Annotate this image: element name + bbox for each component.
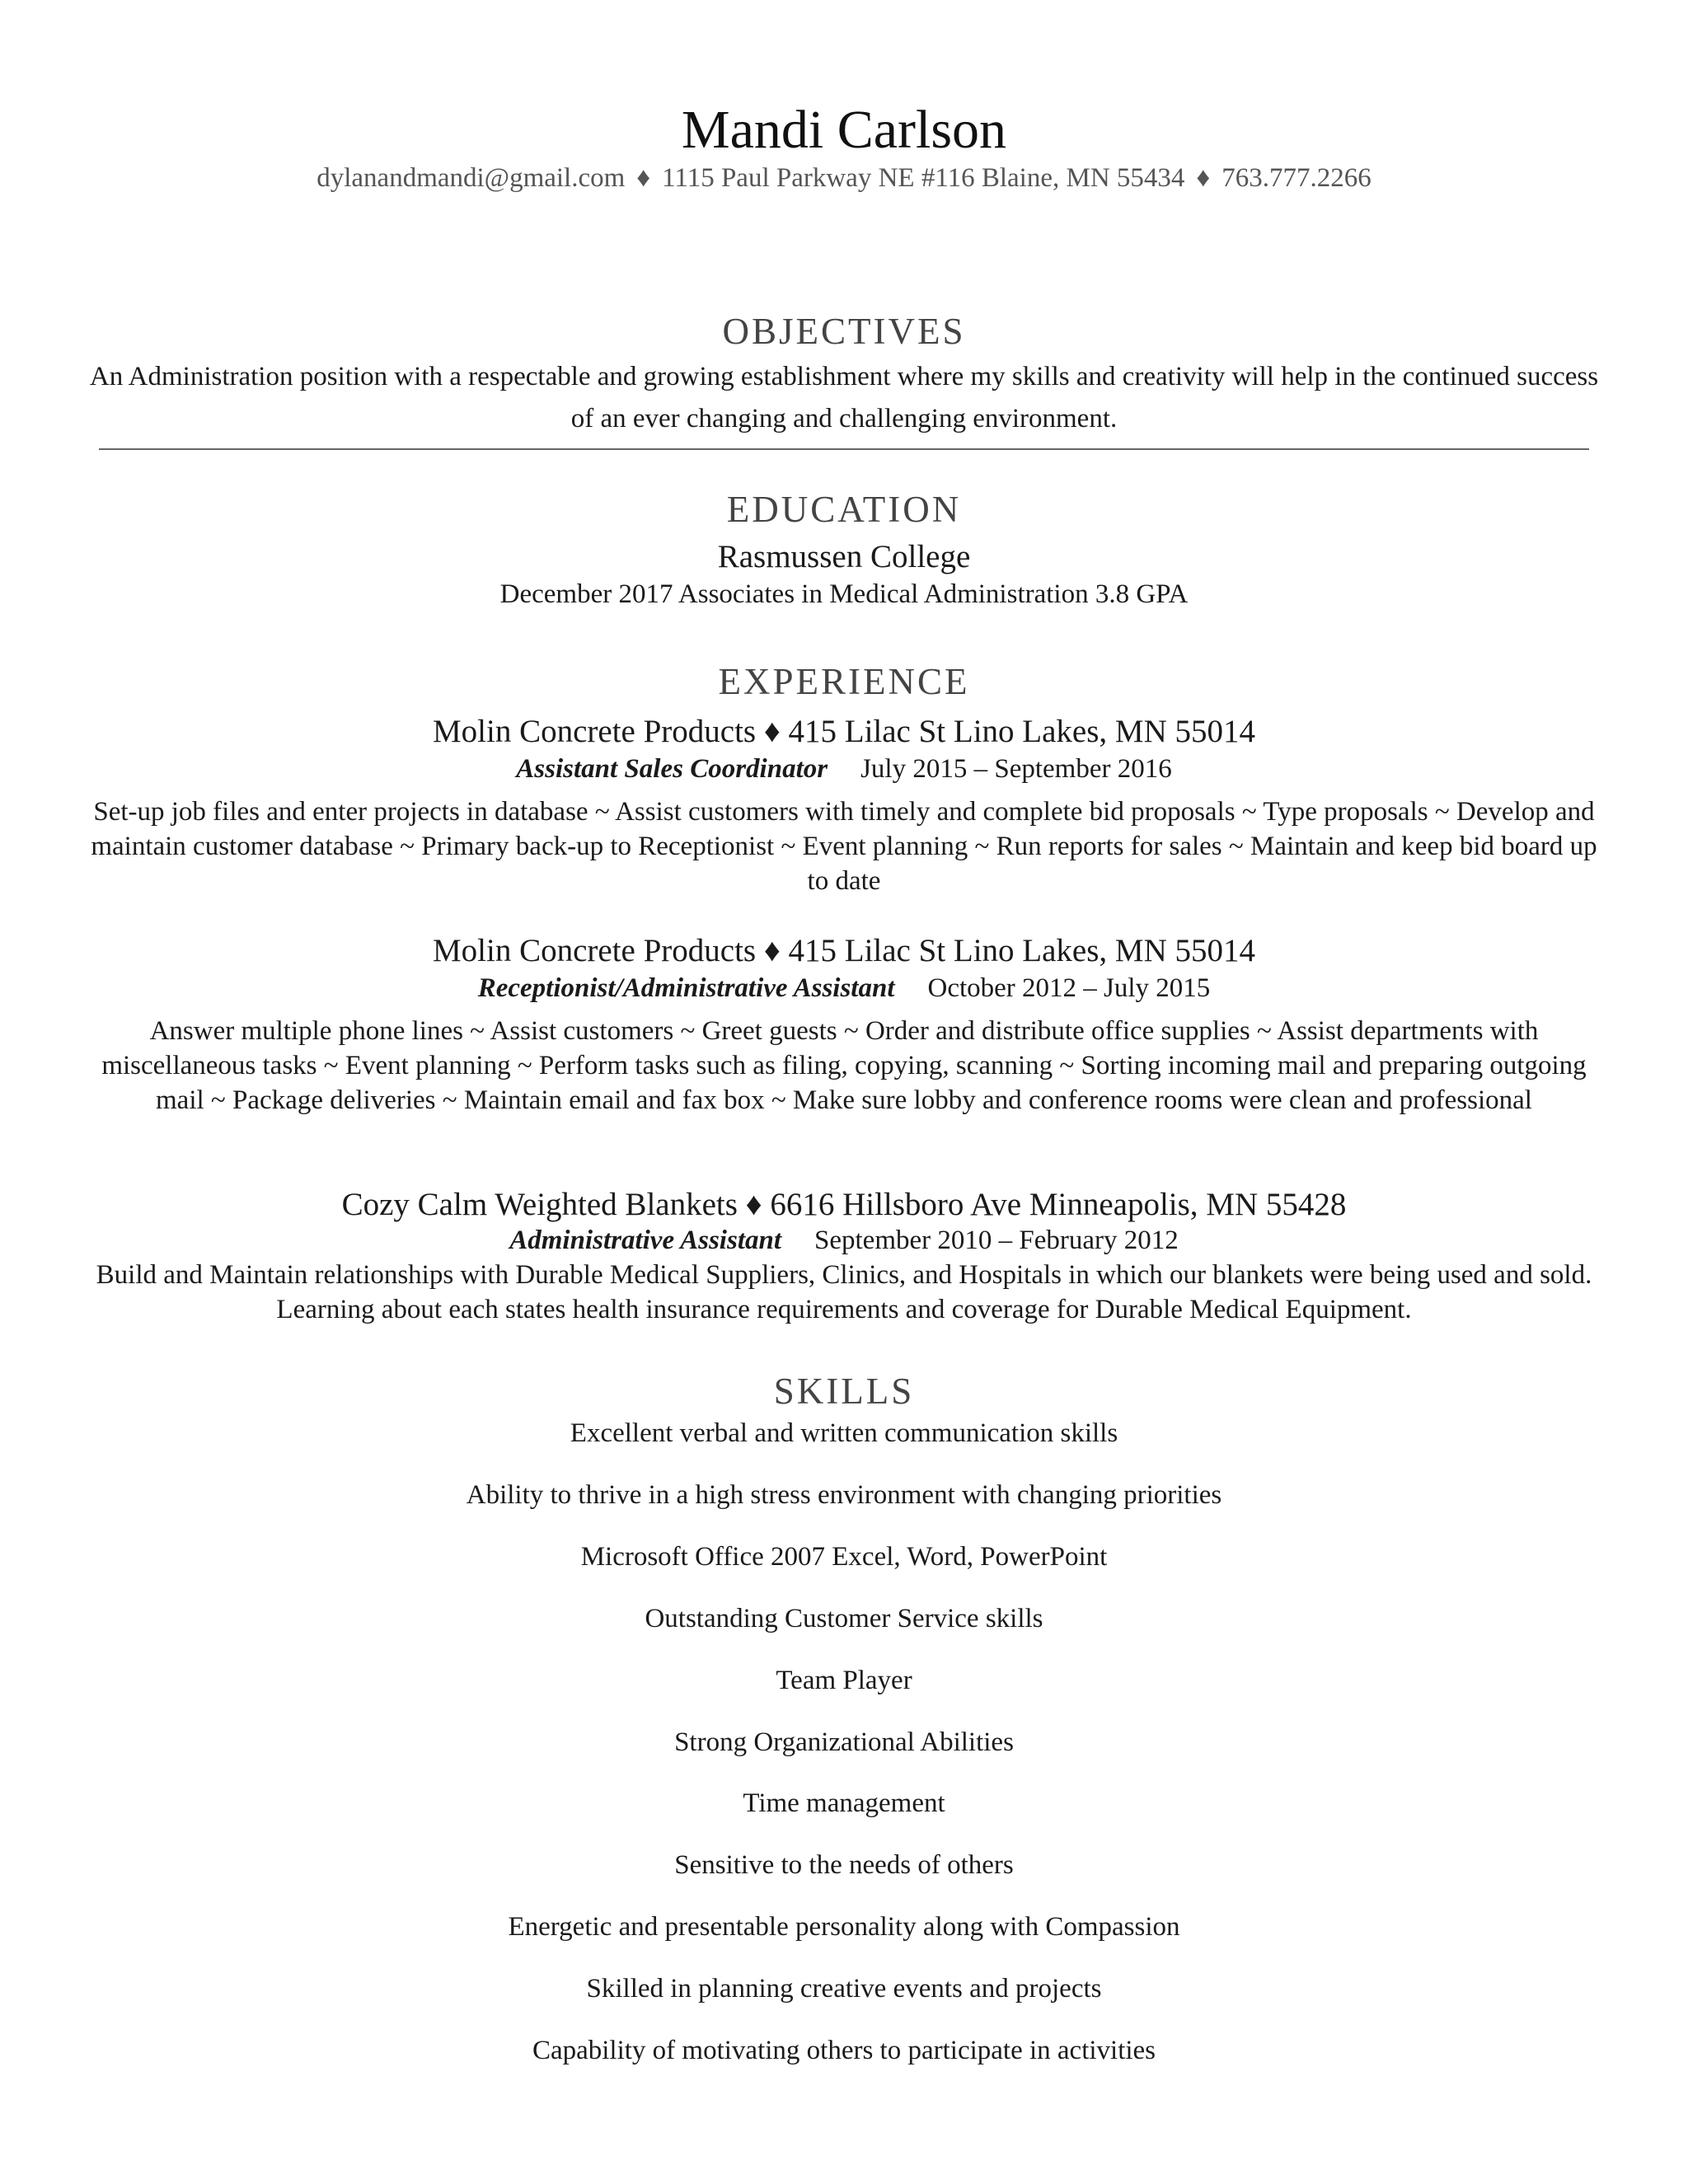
job-duties: Answer multiple phone lines ~ Assist customers ~ Greet guests ~ Order and distribute office supplies ~ Assist departments with miscellaneous tasks ~ Event planning ~ Perform tasks such as filing, copying, scanning ~ Sorting incoming mail and preparing outgoing mail ~ Package deliveries ~ Maintain email and fax box ~ Make sure lobby and conference rooms were clean and professional (101, 1016, 1587, 1115)
section-divider (99, 448, 1589, 450)
job-role-line (0, 971, 1688, 1005)
skill-item: Strong Organizational Abilities (674, 1727, 1014, 1757)
skill-item: Outstanding Customer Service skills (645, 1604, 1043, 1633)
skill-item: Time management (743, 1788, 945, 1818)
job-employer: Cozy Calm Weighted Blankets ♦ 6616 Hillsboro Ave Minneapolis, MN 55428 (341, 1187, 1347, 1222)
job-dates: September 2010 – February 2012 (814, 1226, 1179, 1255)
skill-item: Energetic and presentable personality along with Compassion (508, 1912, 1180, 1942)
skill-item: Sensitive to the needs of others (674, 1850, 1014, 1880)
address-text: 1115 Paul Parkway NE #116 Blaine, MN 55434 (662, 163, 1185, 193)
degree-detail: December 2017 Associates in Medical Administration 3.8 GPA (499, 579, 1189, 609)
job-role-line (0, 752, 1688, 786)
job-employer: Molin Concrete Products ♦ 415 Lilac St Lino Lakes, MN 55014 (432, 714, 1256, 749)
contact-separator: ♦ (1196, 163, 1211, 193)
job-employer: Molin Concrete Products ♦ 415 Lilac St Lino Lakes, MN 55014 (432, 933, 1256, 968)
job-dates: October 2012 – July 2015 (927, 973, 1211, 1003)
skill-item: Microsoft Office 2007 Excel, Word, PowerPoint (580, 1542, 1108, 1572)
education-heading: EDUCATION (726, 489, 962, 530)
experience-heading: EXPERIENCE (718, 661, 970, 702)
email-link[interactable]: dylanandmandi@gmail.com (316, 163, 626, 193)
candidate-name: Mandi Carlson (681, 100, 1007, 160)
skill-item: Excellent verbal and written communication skills (570, 1418, 1118, 1448)
skill-item: Team Player (776, 1666, 912, 1695)
job-title: Administrative Assistant (509, 1226, 782, 1255)
job-duties: Build and Maintain relationships with Durable Medical Suppliers, Clinics, and Hospitals in which our blankets were being used and sold. Learning about each states health insurance requirements and coverage for Durable Medical Equipment. (96, 1260, 1592, 1324)
objectives-text: An Administration position with a respectable and growing establishment where my skills and creativity will help in the continued success of an ever changing and challenging environment. (89, 362, 1599, 434)
skill-item: Capability of motivating others to participate in activities (532, 2036, 1156, 2065)
skill-item: Skilled in planning creative events and projects (586, 1974, 1102, 2004)
phone-text: 763.777.2266 (1221, 163, 1372, 193)
contact-separator: ♦ (636, 163, 651, 193)
skill-item: Ability to thrive in a high stress environment with changing priorities (466, 1480, 1222, 1510)
job-title: Assistant Sales Coordinator (516, 754, 828, 784)
job-role-line (0, 1223, 1688, 1258)
objectives-heading: OBJECTIVES (722, 311, 966, 352)
contact-line (0, 160, 1688, 196)
skills-heading: SKILLS (773, 1371, 915, 1412)
job-title: Receptionist/Administrative Assistant (477, 973, 895, 1003)
job-duties: Set-up job files and enter projects in database ~ Assist customers with timely and complete bid proposals ~ Type proposals ~ Develop and maintain customer database ~ Primary back-up to Receptionist ~ Event planning ~ Run reports for sales ~ Maintain and keep bid board up to date (91, 797, 1597, 896)
job-dates: July 2015 – September 2016 (860, 754, 1172, 784)
school-name: Rasmussen College (717, 539, 971, 574)
